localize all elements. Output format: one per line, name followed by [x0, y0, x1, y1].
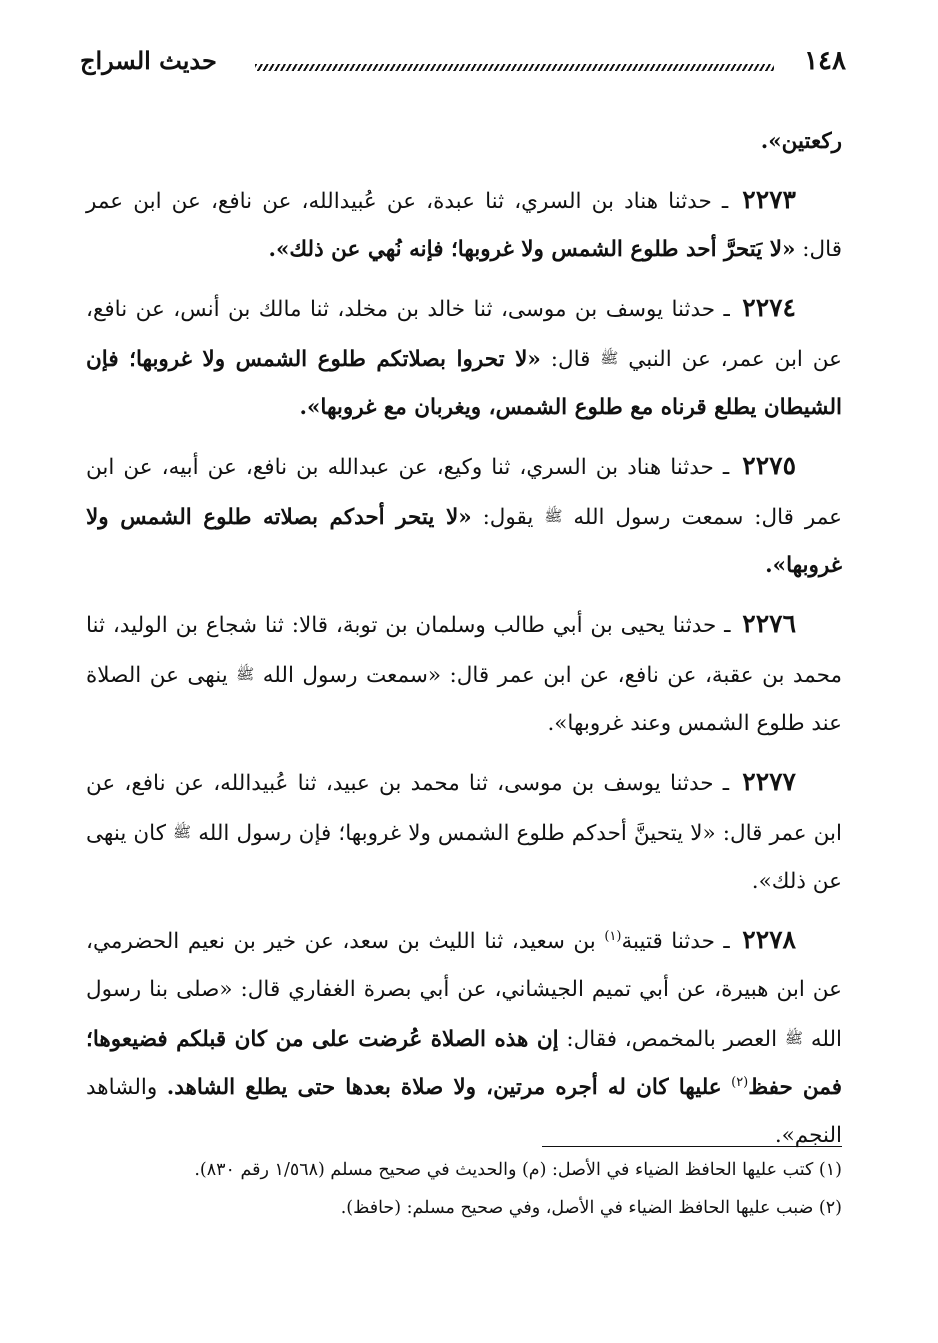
hadith-matn-end: كان ينهى عن ذلك». — [86, 821, 842, 894]
hadith-chain-start: ـ حدثنا قتيبة — [621, 929, 730, 954]
hadith-2274 — [86, 284, 842, 432]
hadith-number: ٢٢٧٨ — [742, 925, 796, 954]
hadith-number: ٢٢٧٧ — [742, 767, 796, 796]
hadith-2276 — [86, 600, 842, 748]
honorific-glyph: ﷺ — [600, 349, 619, 367]
hadith-matn: «لا يتحر أحدكم بصلاته طلوع الشمس ولا غروبها». — [86, 505, 842, 578]
hadith-matn-bold-1: إن هذه الصلاة عُرضت على من كان قبلكم فضيعوها؛ فمن حفظ — [86, 1027, 843, 1100]
honorific-glyph: ﷺ — [236, 665, 255, 683]
footnote-ref-2[interactable]: (٢) — [731, 1074, 749, 1090]
continuation-line — [86, 118, 842, 166]
footnotes — [86, 1152, 842, 1228]
hadith-said: يقول: — [482, 505, 534, 530]
hadith-chain: ـ حدثنا يوسف بن موسى، ثنا محمد بن عبيد، ثنا عُبيدالله، عن نافع، عن ابن عمر قال: — [86, 771, 842, 846]
footnote-2: (٢) ضبب عليها الحافظ الضياء في الأصل، وفي صحيح مسلم: (حافظ). — [340, 1198, 842, 1218]
hadith-2278 — [86, 916, 842, 1160]
hadith-2275 — [86, 442, 842, 590]
hadith-2277 — [86, 758, 842, 906]
honorific-glyph: ﷺ — [173, 823, 192, 841]
hadith-chain: ـ حدثنا يحيى بن أبي طالب وسلمان بن توبة، قالا: ثنا شجاع بن الوليد، ثنا محمد بن عقبة، عن نافع، عن ابن عمر قال: «سمعت رسول الله — [86, 613, 842, 688]
hadith-said: قال: — [550, 347, 591, 372]
hadith-chain: ـ حدثنا هناد بن السري، ثنا وكيع، عن عبدالله بن نافع، عن أبيه، عن ابن عمر قال: سمعت رسول الله — [86, 455, 842, 530]
hadith-number: ٢٢٧٦ — [742, 609, 796, 638]
hadith-matn: ينهى عن الصلاة عند طلوع الشمس وعند غروبها». — [86, 663, 842, 736]
hadith-matn: «لا تحروا بصلاتكم طلوع الشمس ولا غروبها؛ فإن الشيطان يطلع قرناه مع طلوع الشمس، ويغربان مع غروبها». — [86, 347, 842, 420]
hadith-chain: بن سعيد، ثنا الليث بن سعد، عن خير بن نعيم الحضرمي، عن ابن هبيرة، عن أبي تميم الجيشاني، عن أبي بصرة الغفاري قال: «صلى بنا رسول الله — [86, 929, 843, 1052]
honorific-glyph: ﷺ — [544, 507, 563, 525]
hadith-number: ٢٢٧٤ — [742, 293, 796, 322]
running-header — [80, 44, 846, 84]
main-text — [86, 118, 842, 1170]
hadith-matn-end: والشاهد النجم». — [86, 1075, 842, 1148]
hadith-2273 — [86, 176, 842, 274]
hadith-matn: «لا يتحينَّ أحدكم طلوع الشمس ولا غروبها؛ فإن رسول الله — [198, 821, 716, 846]
footnote-ref-1[interactable]: (١) — [604, 928, 622, 944]
hadith-number: ٢٢٧٣ — [742, 185, 796, 214]
hadith-number: ٢٢٧٥ — [742, 451, 796, 480]
honorific-glyph: ﷺ — [784, 1029, 804, 1047]
hadith-matn: «لا يَتحرَّ أحد طلوع الشمس ولا غروبها؛ فإنه نُهي عن ذلك». — [268, 237, 796, 262]
page-number: ١٤٨ — [804, 46, 846, 76]
hadith-chain: ـ حدثنا يوسف بن موسى، ثنا خالد بن مخلد، ثنا مالك بن أنس، عن نافع، عن ابن عمر، عن النبي — [86, 297, 842, 372]
hadith-context: العصر بالمخمص، فقال: — [566, 1027, 778, 1052]
book-title: حديث السراج — [80, 46, 217, 75]
footnote-1: (١) كتب عليها الحافظ الضياء في الأصل: (م) والحديث في صحيح مسلم (١/٥٦٨ رقم ٨٣٠). — [194, 1160, 842, 1180]
footnote-separator — [542, 1146, 842, 1147]
continuation-text: ركعتين». — [760, 129, 842, 154]
header-rule — [255, 64, 774, 71]
hadith-chain: ـ حدثنا هناد بن السري، ثنا عبدة، عن عُبيدالله، عن نافع، عن ابن عمر قال: — [86, 189, 842, 262]
hadith-matn-bold-2: عليها كان له أجره مرتين، ولا صلاة بعدها حتى يطلع الشاهد. — [166, 1075, 722, 1100]
